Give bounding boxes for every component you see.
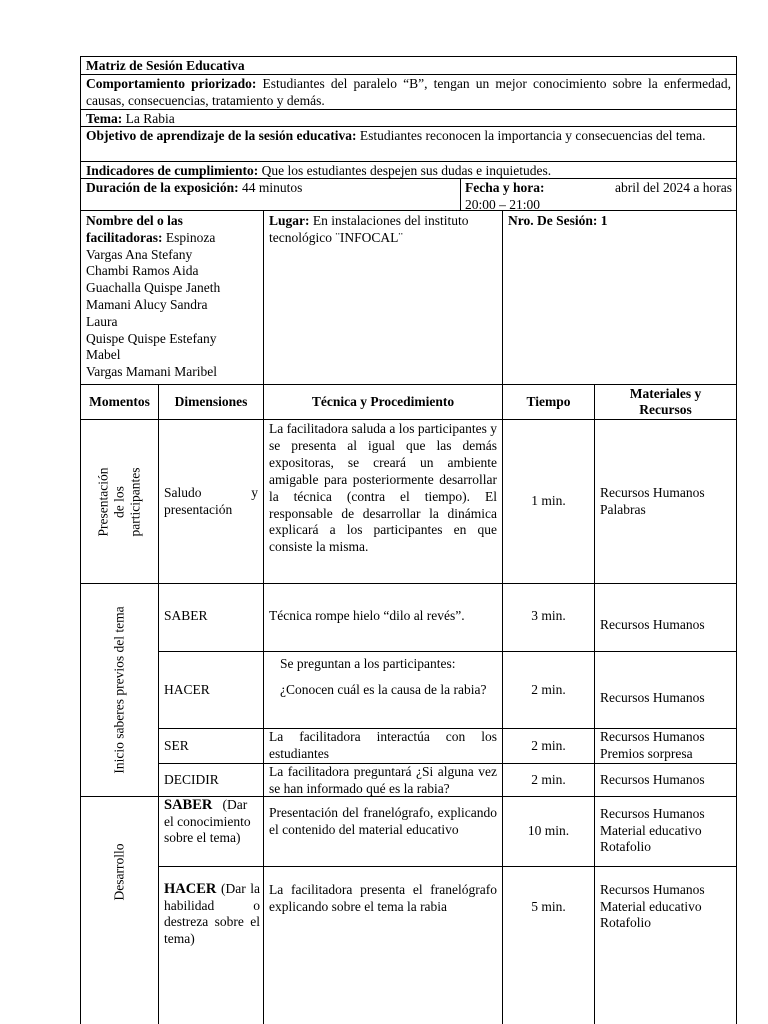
table-row-materiales: Recursos Humanos Premios sorpresa <box>600 729 705 761</box>
moment-desarrollo: Desarrollo <box>111 843 127 901</box>
sesion-value: 1 <box>600 213 608 228</box>
table-row-materiales: Recursos Humanos Material educativo Rotafolio <box>600 806 705 854</box>
fecha-label: Fecha y hora: <box>465 180 545 195</box>
header-tiempo: Tiempo <box>526 393 571 409</box>
tema-cell <box>81 110 736 126</box>
lugar-label: Lugar: <box>269 213 310 228</box>
table-row-dimension: HACER (Dar la habilidad o destreza sobre el tema) <box>164 881 260 946</box>
objetivo-cell <box>81 127 736 161</box>
comportamiento-text: Estudiantes del paralelo “B”, tengan un mejor conocimiento sobre la enfermedad, causas, consecuencias, tratamiento y demás. <box>86 76 731 108</box>
duracion-cell <box>81 179 460 210</box>
facilitadora-name: Guachalla Quispe Janeth <box>86 280 221 296</box>
fecha-text: abril del 2024 a horas <box>615 180 732 195</box>
table-row-tecnica: Se preguntan a los participantes: ¿Conocen cuál es la causa de la rabia? <box>280 656 487 697</box>
facilitadora-name: Chambi Ramos Aida <box>86 263 199 279</box>
duracion-label: Duración de la exposición: <box>86 180 239 195</box>
facilitadoras-label: Nombre del o las <box>86 213 183 228</box>
header-dimensiones: Dimensiones <box>174 393 248 409</box>
facilitadora-name: Mamani Alucy Sandra <box>86 296 208 312</box>
facilitadora-name: Laura <box>86 313 118 329</box>
header-momentos: Momentos <box>89 393 150 409</box>
table-row-tiempo: 2 min. <box>531 737 566 753</box>
table-border-right <box>736 56 737 1024</box>
facilitadoras-label-2: facilitadoras: <box>86 229 163 245</box>
table-row-dimension: Saludo y presentación <box>164 485 258 517</box>
facilitadora-name: Mabel <box>86 347 121 363</box>
table-row-tiempo: 2 min. <box>531 771 566 787</box>
sesion-label: Nro. De Sesión: <box>508 213 598 228</box>
table-row-dimension: HACER <box>164 682 210 697</box>
moment-presentacion: Presentación de los participantes <box>95 467 143 536</box>
table-row-dimension: DECIDIR <box>164 771 219 787</box>
table-row-materiales: Recursos Humanos <box>600 771 705 787</box>
indicadores-cell <box>81 162 736 178</box>
table-row-dimension: SABER (Dar el conocimiento sobre el tema) <box>164 797 251 845</box>
table-row-tiempo: 1 min. <box>531 493 566 509</box>
table-row-tiempo: 2 min. <box>531 682 566 697</box>
table-row-tecnica: Presentación del franelógrafo, explicando el contenido del material educativo <box>269 805 497 837</box>
fecha-cell <box>461 179 736 210</box>
facilitadora-name: Quispe Quispe Estefany <box>86 330 217 346</box>
comportamiento-cell <box>81 75 736 109</box>
page-title: Matriz de Sesión Educativa <box>86 58 245 73</box>
comportamiento-label: Comportamiento priorizado: <box>86 76 257 91</box>
table-row-dimension: SER <box>164 737 189 753</box>
table-row-materiales: Recursos Humanos Material educativo Rotafolio <box>600 882 705 930</box>
lugar-text: En instalaciones del instituto tecnológico ¨INFOCAL¨ <box>269 213 469 245</box>
tema-label: Tema: <box>86 111 123 126</box>
objetivo-label: Objetivo de aprendizaje de la sesión educativa: <box>86 128 357 143</box>
lugar-cell <box>264 211 502 384</box>
table-row-materiales: Recursos Humanos Palabras <box>600 485 705 517</box>
table-row-tiempo: 5 min. <box>531 899 566 914</box>
table-row-tecnica: La facilitadora presenta el franelógrafo explicando sobre el tema la rabia <box>269 882 497 914</box>
table-row-tecnica: La facilitadora preguntará ¿Si alguna vez se han informado qué es la rabia? <box>269 764 497 796</box>
table-row-tecnica: La facilitadora saluda a los participantes y se presenta al igual que las demás expositoras, se creará un ambiente amigable para posteriormente desarrollar la técnica (contra el tiempo). El responsable de desarrollar la dinámica explicará a los participantes en que consiste la misma. <box>269 421 497 555</box>
table-row-tecnica: La facilitadora interactúa con los estudiantes <box>269 729 497 761</box>
facilitadora-name: Vargas Ana Stefany <box>86 246 193 262</box>
tema-text: La Rabia <box>125 111 175 126</box>
table-row-tiempo: 3 min. <box>531 608 566 623</box>
facilitadora-name: Vargas Mamani Maribel <box>86 364 217 380</box>
table-row-tecnica: Técnica rompe hielo “dilo al revés”. <box>269 608 465 623</box>
facilitadoras-cell <box>81 211 263 384</box>
sesion-cell <box>503 211 736 384</box>
table-row-materiales: Recursos Humanos <box>600 617 705 632</box>
duracion-text: 44 minutos <box>242 180 303 195</box>
moment-inicio: Inicio saberes previos del tema <box>111 606 127 774</box>
table-row-dimension: SABER <box>164 608 208 623</box>
header-tecnica: Técnica y Procedimiento <box>311 393 455 409</box>
objetivo-text: Estudiantes reconocen la importancia y consecuencias del tema. <box>359 128 706 143</box>
header-materiales: Materiales y Recursos <box>629 386 702 417</box>
hora-text: 20:00 – 21:00 <box>465 196 541 210</box>
table-row-tiempo: 10 min. <box>527 823 570 839</box>
facilitadora-name: Espinoza <box>165 229 216 245</box>
indicadores-text: Que los estudiantes despejen sus dudas e inquietudes. <box>261 163 552 178</box>
table-row-materiales: Recursos Humanos <box>600 690 705 705</box>
indicadores-label: Indicadores de cumplimiento: <box>86 163 259 178</box>
